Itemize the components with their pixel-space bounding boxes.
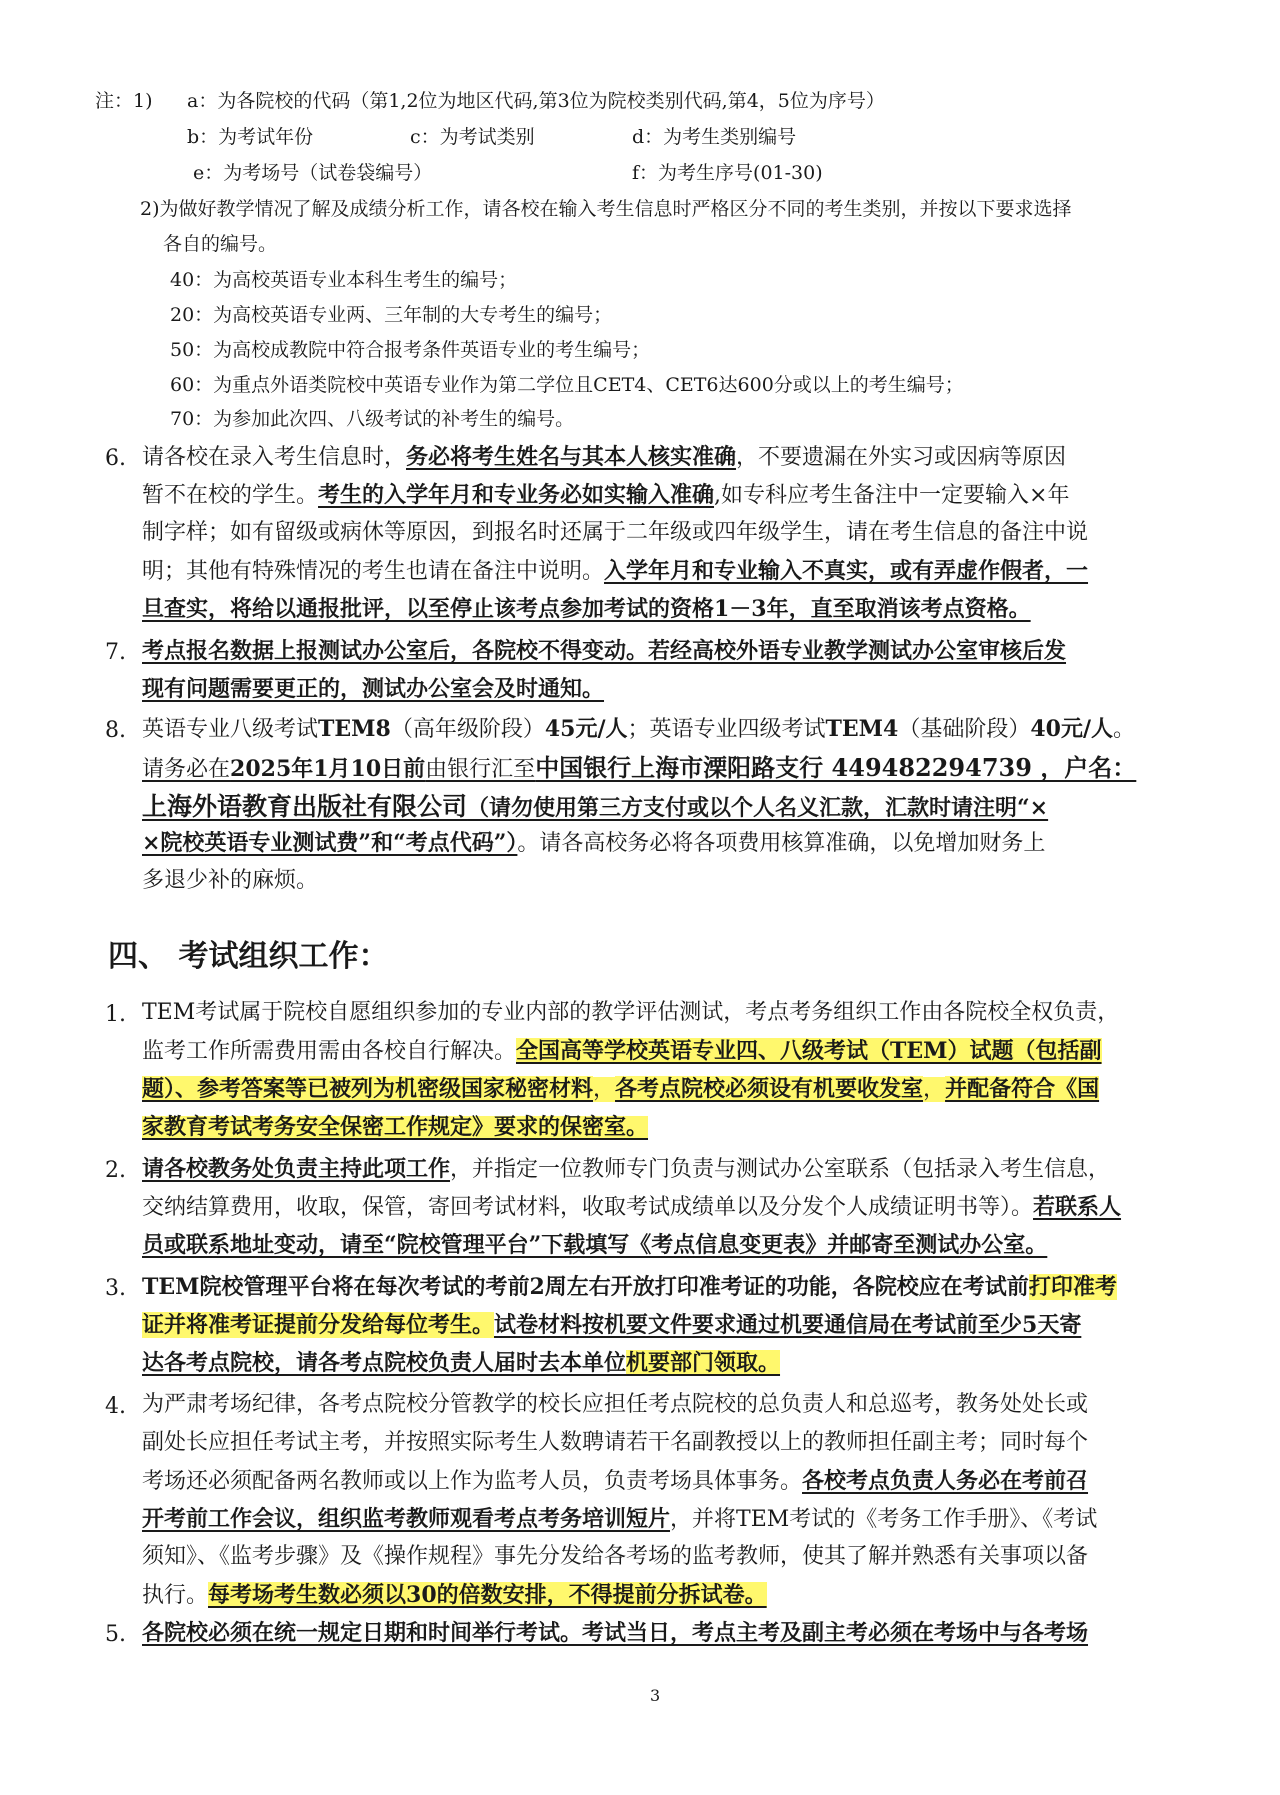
item8-line4: ×院校英语专业测试费”和“考点代码”）。请各高校务必将各项费用核算准确，以免增加财务上 [142, 830, 1046, 856]
s2-number: 2. [105, 1158, 126, 1183]
s3-number: 3. [105, 1276, 126, 1301]
s4-line1: 为严肃考场纪律，各考点院校分管教学的校长应担任考点院校的总负责人和总巡考，教务处处长或 [142, 1392, 1089, 1417]
code-20: 20：为高校英语专业两、三年制的大专考生的编号； [170, 304, 613, 326]
item8-line1: 英语专业八级考试TEM8（高年级阶段）45元/人；英语专业四级考试TEM4（基础阶段）40元/人。 [142, 716, 1136, 742]
item6-line4: 明；其他有特殊情况的考生也请在备注中说明。入学年月和专业输入不真实，或有弄虚作假者，一 [142, 558, 1089, 584]
note-b-year: b：为考试年份 [187, 126, 314, 148]
s4-line6: 执行。每考场考生数必须以30的倍数安排，不得提前分拆试卷。 [142, 1582, 767, 1608]
note-c-type: c：为考试类别 [410, 126, 535, 148]
item6-line1: 请各校在录入考生信息时，务必将考生姓名与其本人核实准确，不要遗漏在外实习或因病等原因 [142, 444, 1067, 470]
section4-heading: 四、 考试组织工作： [108, 939, 389, 974]
item7-number: 7. [105, 640, 126, 665]
item7-line2: 现有问题需要更正的，测试办公室会及时通知。 [142, 676, 605, 702]
note-two-line1: 2)为做好教学情况了解及成绩分析工作，请各校在输入考生信息时严格区分不同的考生类别，并按以下要求选择 [140, 198, 1072, 220]
item8-line2: 请务必在2025年1月10日前由银行汇至中国银行上海市溧阳路支行 449482294739 ，户名： [142, 753, 1137, 782]
item8-number: 8. [105, 718, 126, 743]
s2-line1: 请各校教务处负责主持此项工作，并指定一位教师专门负责与测试办公室联系（包括录入考生信息， [142, 1156, 1111, 1182]
note-e-room: e：为考场号（试卷袋编号） [193, 162, 433, 184]
item7-line1: 考点报名数据上报测试办公室后，各院校不得变动。若经高校外语专业教学测试办公室审核后发 [142, 638, 1067, 664]
s5-line1: 各院校必须在统一规定日期和时间举行考试。考试当日，考点主考及副主考必须在考场中与各考场 [142, 1620, 1089, 1646]
s2-line2: 交纳结算费用，收取，保管，寄回考试材料，收取考试成绩单以及分发个人成绩证明书等）。若联系人 [142, 1194, 1122, 1220]
s1-line1: TEM考试属于院校自愿组织参加的专业内部的教学评估测试，考点考务组织工作由各院校全权负责， [142, 1000, 1120, 1025]
item6-line5: 旦查实，将给以通报批评，以至停止该考点参加考试的资格1－3年，直至取消该考点资格。 [142, 596, 1031, 622]
s1-number: 1. [105, 1002, 126, 1027]
item6-line2: 暂不在校的学生。考生的入学年月和专业务必如实输入准确,如专科应考生备注中一定要输入×年 [142, 482, 1070, 508]
page-number: 3 [650, 1686, 661, 1705]
s4-number: 4. [105, 1394, 126, 1419]
code-60: 60：为重点外语类院校中英语专业作为第二学位且CET4、CET6达600分或以上的考生编号； [170, 374, 964, 396]
note-two-line2: 各自的编号。 [163, 233, 278, 255]
s1-line2: 监考工作所需费用需由各校自行解决。全国高等学校英语专业四、八级考试（TEM）试题（包括副 [142, 1038, 1102, 1064]
item6-line3: 制字样；如有留级或病休等原因，到报名时还属于二年级或四年级学生，请在考生信息的备注中说 [142, 520, 1089, 545]
s1-line3: 题）、参考答案等已被列为机密级国家秘密材料，各考点院校必须设有机要收发室，并配备符合《国 [142, 1076, 1100, 1102]
s4-line3: 考场还必须配备两名教师或以上作为监考人员，负责考场具体事务。各校考点负责人务必在考前召 [142, 1468, 1089, 1494]
note-f-seq: f：为考生序号(01-30) [632, 162, 823, 184]
s4-line5: 须知》、《监考步骤》及《操作规程》事先分发给各考场的监考教师，使其了解并熟悉有关事项以备 [142, 1544, 1089, 1569]
code-70: 70：为参加此次四、八级考试的补考生的编号。 [170, 408, 575, 430]
item8-line5: 多退少补的麻烦。 [142, 868, 319, 893]
s4-line2: 副处长应担任考试主考，并按照实际考生人数聘请若干名副教授以上的教师担任副主考；同时每个 [142, 1430, 1089, 1455]
note-a-code: a：为各院校的代码（第1,2位为地区代码,第3位为院校类别代码,第4，5位为序号） [187, 90, 885, 112]
item8-line3: 上海外语教育出版社有限公司（请勿使用第三方支付或以个人名义汇款，汇款时请注明“× [142, 792, 1049, 821]
note-d-cat: d：为考生类别编号 [632, 126, 797, 148]
s3-line3: 达各考点院校，请各考点院校负责人届时去本单位机要部门领取。 [142, 1350, 781, 1376]
code-40: 40：为高校英语专业本科生考生的编号； [170, 269, 518, 291]
s3-line1: TEM院校管理平台将在每次考试的考前2周左右开放打印准考证的功能，各院校应在考试前打印准考 [142, 1274, 1117, 1300]
item6-number: 6. [105, 446, 126, 471]
s4-line4: 开考前工作会议，组织监考教师观看考点考务培训短片，并将TEM考试的《考务工作手册》、《考试 [142, 1506, 1098, 1532]
s2-line3: 员或联系地址变动，请至“院校管理平台”下载填写《考点信息变更表》并邮寄至测试办公室。 [142, 1232, 1048, 1258]
s1-line4: 家教育考试考务安全保密工作规定》要求的保密室。 [142, 1114, 649, 1140]
note-lead: 注：1) [95, 90, 153, 112]
s3-line2: 证并将准考证提前分发给每位考生。试卷材料按机要文件要求通过机要通信局在考试前至少5天寄 [142, 1312, 1082, 1338]
code-50: 50：为高校成教院中符合报考条件英语专业的考生编号； [170, 339, 651, 361]
s5-number: 5. [105, 1622, 126, 1647]
